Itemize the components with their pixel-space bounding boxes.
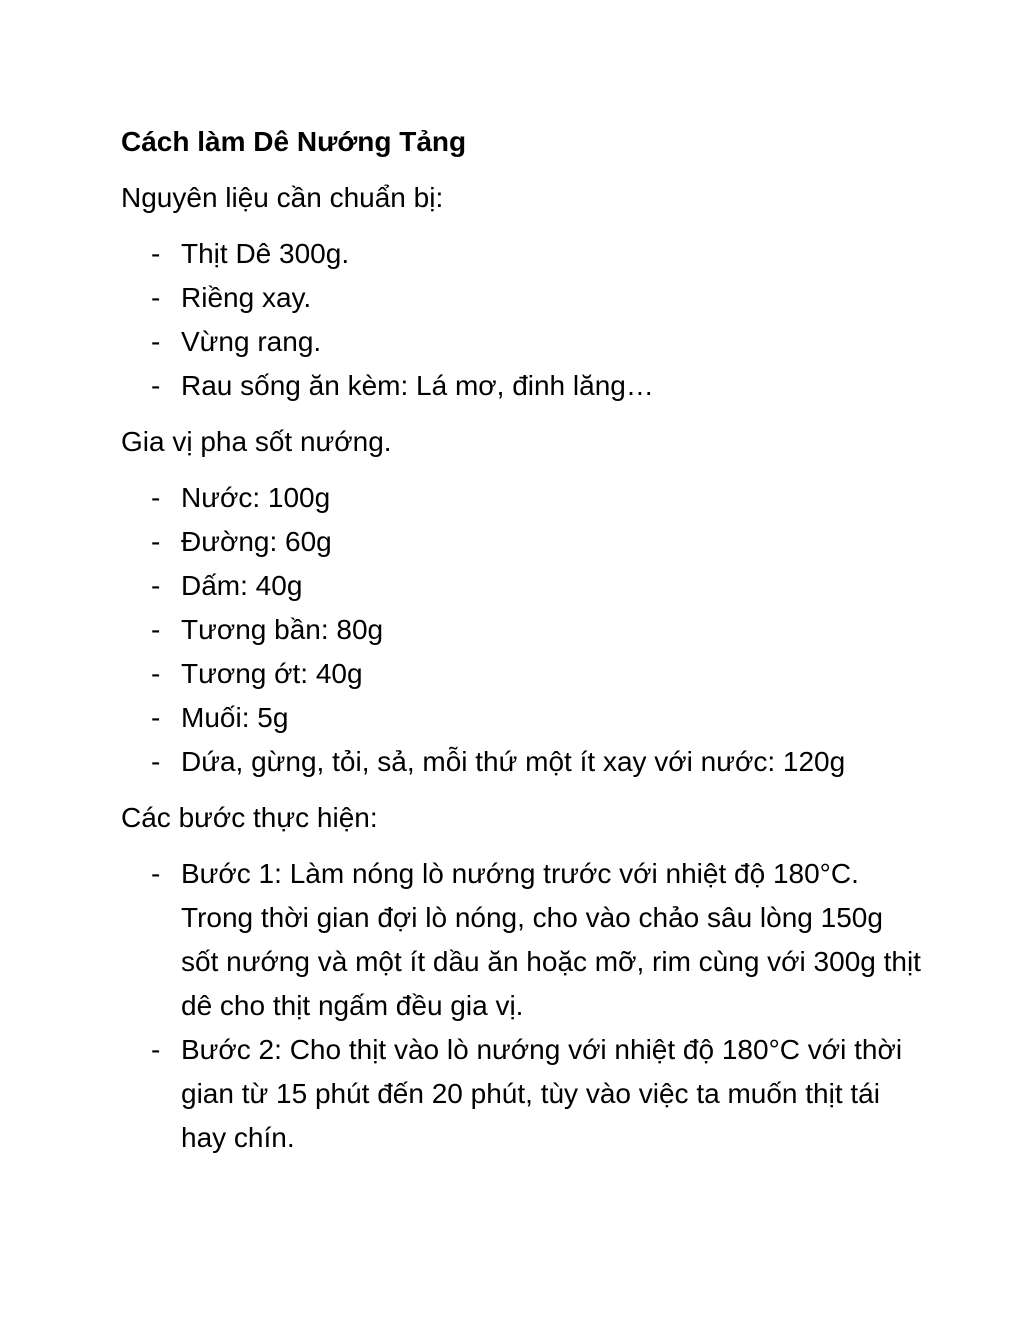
sauce-heading: Gia vị pha sốt nướng. bbox=[121, 426, 392, 457]
sauce-item-text: Nước: 100g bbox=[181, 482, 331, 513]
sauce-item-text: Dứa, gừng, tỏi, sả, mỗi thứ một ít xay với nước: 120g bbox=[181, 746, 846, 777]
ingredients-heading: Nguyên liệu cần chuẩn bị: bbox=[121, 182, 444, 213]
dash-bullet: - bbox=[151, 526, 161, 557]
dash-bullet: - bbox=[151, 370, 161, 401]
dash-bullet: - bbox=[151, 702, 161, 733]
sauce-list bbox=[121, 476, 921, 784]
dash-bullet: - bbox=[151, 570, 161, 601]
dash-bullet: - bbox=[151, 482, 161, 513]
steps-list bbox=[121, 852, 921, 1160]
dash-bullet: - bbox=[151, 282, 161, 313]
ingredient-text: Riềng xay. bbox=[181, 282, 312, 313]
step-text: Bước 2: Cho thịt vào lò nướng với nhiệt độ 180°C với thời gian từ 15 phút đến 20 phút, tùy vào việc ta muốn thịt tái hay chín. bbox=[181, 1034, 903, 1153]
ingredients-list bbox=[121, 232, 921, 408]
ingredient-text: Vừng rang. bbox=[181, 326, 322, 357]
list-item bbox=[121, 232, 921, 276]
sauce-item-text: Tương bần: 80g bbox=[181, 614, 384, 645]
step-text: Bước 1: Làm nóng lò nướng trước với nhiệt độ 180°C. Trong thời gian đợi lò nóng, cho vào chảo sâu lòng 150g sốt nướng và một ít dầu ăn hoặc mỡ, rim cùng với 300g thịt dê cho thịt ngấm đều gia vị. bbox=[181, 858, 921, 1021]
list-item bbox=[121, 476, 921, 520]
list-item bbox=[121, 276, 921, 320]
sauce-item-text: Đường: 60g bbox=[181, 526, 332, 557]
list-item bbox=[121, 608, 921, 652]
list-item bbox=[121, 652, 921, 696]
list-item bbox=[121, 364, 921, 408]
ingredient-text: Rau sống ăn kèm: Lá mơ, đinh lăng… bbox=[181, 370, 654, 401]
dash-bullet: - bbox=[151, 238, 161, 269]
dash-bullet: - bbox=[151, 858, 161, 889]
sauce-item-text: Dấm: 40g bbox=[181, 570, 303, 601]
dash-bullet: - bbox=[151, 614, 161, 645]
sauce-item-text: Tương ớt: 40g bbox=[181, 658, 363, 689]
sauce-item-text: Muối: 5g bbox=[181, 702, 289, 733]
dash-bullet: - bbox=[151, 658, 161, 689]
document-page bbox=[121, 120, 921, 1172]
list-item bbox=[121, 852, 921, 1028]
dash-bullet: - bbox=[151, 746, 161, 777]
list-item bbox=[121, 320, 921, 364]
list-item bbox=[121, 520, 921, 564]
document-title: Cách làm Dê Nướng Tảng bbox=[121, 126, 467, 157]
list-item bbox=[121, 564, 921, 608]
dash-bullet: - bbox=[151, 1034, 161, 1065]
list-item bbox=[121, 696, 921, 740]
list-item bbox=[121, 740, 921, 784]
dash-bullet: - bbox=[151, 326, 161, 357]
ingredient-text: Thịt Dê 300g. bbox=[181, 238, 350, 269]
list-item bbox=[121, 1028, 921, 1160]
steps-heading: Các bước thực hiện: bbox=[121, 802, 378, 833]
